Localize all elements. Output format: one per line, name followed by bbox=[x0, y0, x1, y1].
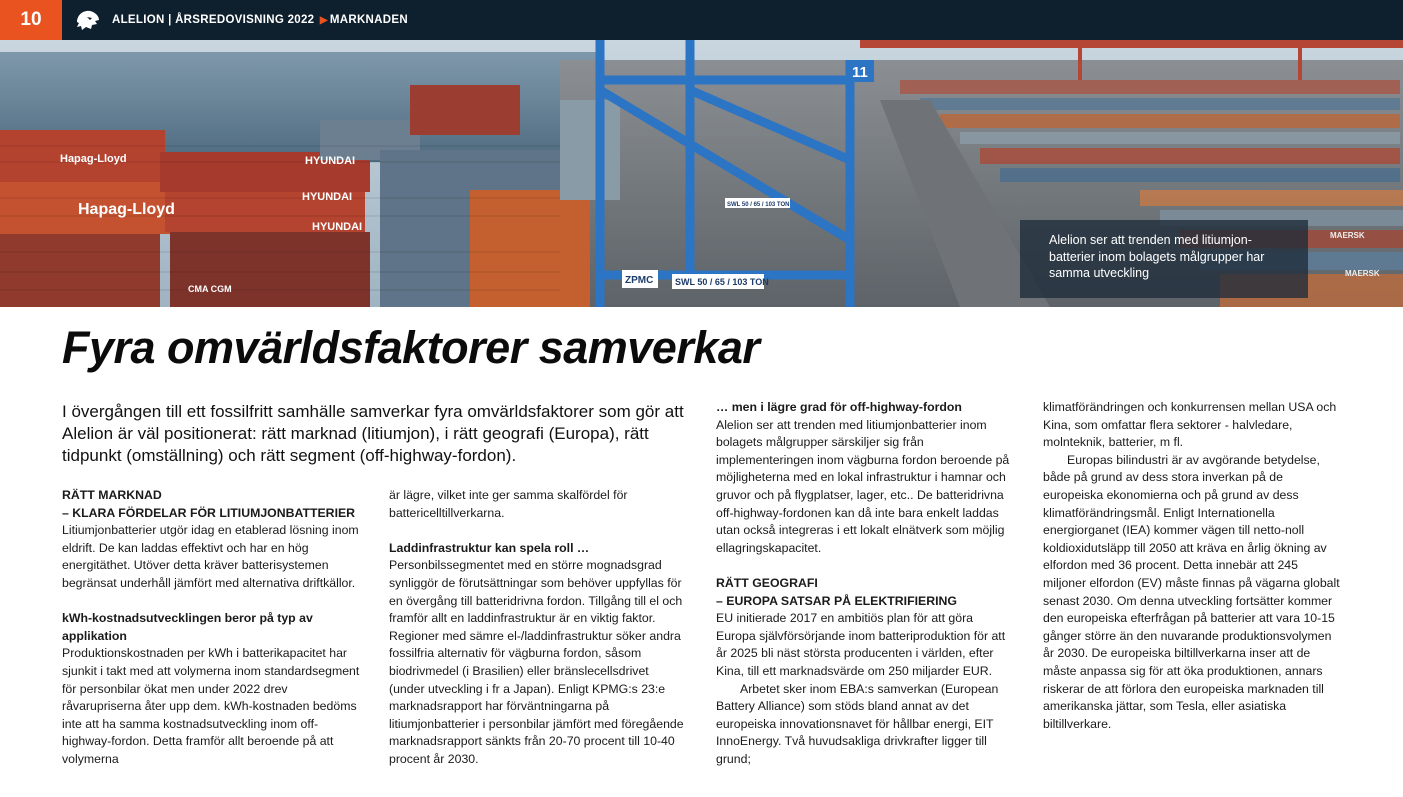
breadcrumb-section: MARKNADEN bbox=[329, 14, 408, 26]
article-lead: I övergången till ett fossilfritt samhälle samverkar fyra omvärldsfaktorer som gör att Alelion är väl positionerat: rätt marknad (litiumjon), i rätt geografi (Europa), rätt tidpunkt (omställning) och rätt segment (off-highway-fordon). bbox=[62, 402, 684, 465]
container-brand-1: Hapag-Lloyd bbox=[60, 153, 127, 165]
breadcrumb bbox=[112, 0, 408, 40]
breadcrumb-separator-icon: ▶ bbox=[319, 15, 328, 26]
container-brand-7: MAERSK bbox=[1330, 231, 1365, 240]
top-bar bbox=[0, 0, 1403, 40]
paragraph: Arbetet sker inom EBA:s samverkan (European Battery Alliance) som stöds bland annat av det europeiska innovationsnavet för hållbar energi, EIT InnoEnergy. Två huvudsakliga drivkrafter ligger till grund; bbox=[716, 681, 999, 766]
container-brand-2: Hapag-Lloyd bbox=[78, 201, 175, 218]
paragraph: Personbilssegmentet med en större mognadsgrad synliggör de förutsättningar som behöver uppfyllas för en övergång till batteridrivna fordon. Tillgång till el och framför allt en laddinfrastruktur är en viktig faktor. Regioner med sämre el-/laddinfrastruktur söker andra fossilfria alternativ för vägburna fordon, såsom biodrivmedel (i Brasilien) eller bränslecellsdrivet (under utveckling i fr a Japan). Enligt KPMG:s 23:e marknadsrapport har förväntningarna på litiumjonbatterier i personbilar jämfört med föregående marknadsrapport sänkts från 20-70 procent till 10-40 procent år 2030. bbox=[389, 558, 684, 766]
breadcrumb-document: ALELION | ÅRSREDOVISNING 2022 bbox=[112, 14, 315, 26]
crane-number: 11 bbox=[852, 64, 868, 81]
container-brand-3: HYUNDAI bbox=[305, 155, 356, 167]
column-4 bbox=[1043, 399, 1341, 733]
column-2 bbox=[389, 487, 687, 769]
page-number: 10 bbox=[0, 0, 62, 40]
paragraph: EU initierade 2017 en ambitiös plan för att göra Europa självförsörjande inom batteriproduktion för att år 2025 bli näst största producenten i världen, efter Kina, till ett marknadsvärde om 250 miljarder EUR. bbox=[716, 611, 1006, 678]
subheading: Laddinfrastruktur kan spela roll … bbox=[389, 540, 590, 555]
section-heading: RÄTT GEOGRAFI bbox=[716, 575, 818, 590]
paragraph: klimatförändringen och konkurrensen mellan USA och Kina, som omfattar flera sektorer - halvledare, molnteknik, batterier, m fl. bbox=[1043, 400, 1337, 450]
subheading: kWh-kostnadsutvecklingen beror på typ av applikation bbox=[62, 611, 313, 643]
crane-brand: ZPMC bbox=[625, 275, 654, 286]
paragraph: Produktionskostnaden per kWh i batterikapacitet har sjunkit i takt med att volymerna inom standardsegment för personbilar ökat men under 2022 drev råvarupriserna åter upp dem. kWh-kostnaden bedöms inte att ha samma kostnadsutveckling inom off-highway-fordon. Detta framför allt beroende på att volymerna bbox=[62, 646, 360, 766]
crane-label-upper: SWL 50 / 65 / 103 TON bbox=[727, 202, 790, 208]
crane-label-lower: SWL 50 / 65 / 103 TON bbox=[675, 277, 769, 287]
photo-caption: Alelion ser att trenden med litiumjon-batterier inom bolagets målgrupper har samma utveckling bbox=[1020, 220, 1308, 298]
column-3 bbox=[716, 399, 1014, 768]
article-title: Fyra omvärldsfaktorer samverkar bbox=[62, 322, 760, 373]
paragraph: Europas bilindustri är av avgörande betydelse, både på grund av dess stora inverkan på de europeiska ekonomierna och på grund av dess klimatförändringsmål. Enligt Internationella energiorganet (IEA) kommer vägen till netto-noll koldioxidutsläpp till 2050 att kräva en årlig ökning av elfordon med 36 procent. Detta innebär att 245 miljoner elfordon (EV) måste finnas på vägarna globalt senast 2030. Om denna utveckling fortsätter kommer den europeiska efterfrågan på batterier att vara 10-15 gånger större än den nuvarande produktionsvolymen år 2030. De europeiska biltillverkarna inser att de måste anpassa sig för att öka produktionen, annars riskerar de att förlora den europeiska marknaden till amerikanska jättar, som Tesla, eller asiatiska biltillverkare. bbox=[1043, 452, 1340, 731]
container-brand-5: HYUNDAI bbox=[312, 221, 363, 233]
container-brand-6: CMA CGM bbox=[188, 284, 232, 294]
lion-head-logo-icon bbox=[74, 8, 102, 32]
paragraph: är lägre, vilket inte ger samma skalfördel för battericelltillverkarna. bbox=[389, 488, 628, 520]
section-subheading: – EUROPA SATSAR PÅ ELEKTRIFIERING bbox=[716, 593, 957, 608]
column-1 bbox=[62, 487, 360, 769]
container-brand-8: MAERSK bbox=[1345, 269, 1380, 278]
section-heading: RÄTT MARKNAD bbox=[62, 488, 162, 502]
subheading: … men i lägre grad för off-highway-fordon bbox=[716, 400, 962, 414]
hero-photo bbox=[0, 40, 1403, 307]
paragraph: Alelion ser att trenden med litiumjonbatterier inom bolagets målgrupper särskiljer sig från implementeringen inom vägburna fordon beroende på möjligheterna med en lokal infrastruktur i hamnar och gruvor och på flygplatser, lager, etc.. De batteridrivna off-highway-fordonen kan då inte bara enkelt laddas utan också integreras i ett lokalt elnätverk som möjlig ellagringskapacitet. bbox=[716, 417, 1010, 555]
container-brand-4: HYUNDAI bbox=[302, 191, 353, 203]
section-subheading: – KLARA FÖRDELAR FÖR LITIUMJONBATTERIER bbox=[62, 505, 356, 520]
paragraph: Litiumjonbatterier utgör idag en etablerad lösning inom eldrift. De kan laddas effektivt och har en hög energitäthet. Utöver detta kräver batterisystemen begränsat underhåll jämfört med alternativa driftkällor. bbox=[62, 523, 359, 590]
